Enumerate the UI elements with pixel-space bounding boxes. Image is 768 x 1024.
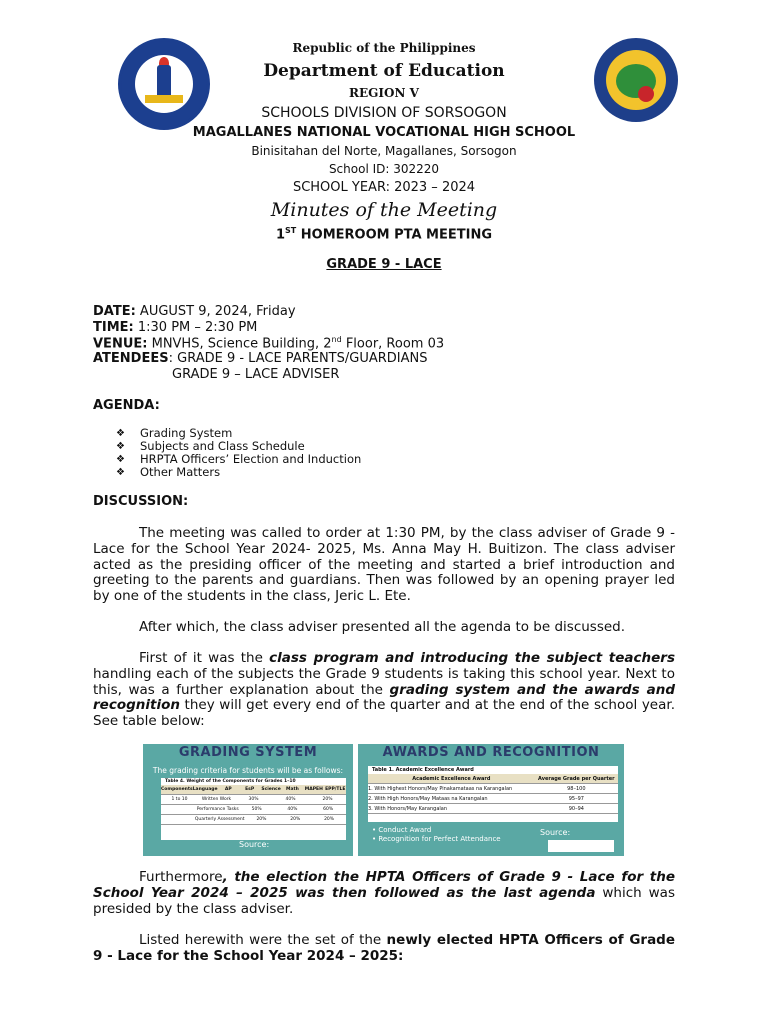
region-text: REGION V	[349, 86, 419, 100]
awards-title: AWARDS AND RECOGNITION	[382, 745, 600, 760]
paragraph-text: Furthermore	[139, 869, 223, 885]
paragraph-emphasis: newly elected HPTA Officers of Grade 9 - Lace for the School Year 2024 – 2025:	[93, 932, 675, 964]
table-cell: 40%	[285, 797, 296, 802]
paragraph-text: which was presided by the class adviser.	[93, 884, 675, 917]
table-cell: 20%	[322, 797, 333, 802]
attendees-line	[93, 351, 427, 366]
discussion-paragraph-1	[93, 526, 675, 605]
table-header: EPP/TLE	[325, 787, 346, 792]
table-header: EsP	[245, 787, 255, 792]
award-note: • Recognition for Perfect Attendance	[372, 835, 501, 843]
paragraph-emphasis: , the election the HPTA Officers of Grade 9 - Lace for the School Year 2024 – 2025 was then followed as the last agenda	[93, 869, 675, 901]
table-header: Academic Excellence Award	[412, 775, 491, 782]
attendees-label: ATENDEES	[93, 351, 169, 366]
venue-value-end: Floor, Room 03	[341, 336, 445, 352]
republic-text: Republic of the Philippines	[292, 41, 476, 55]
discussion-paragraph-2	[93, 620, 675, 636]
agenda-heading: AGENDA:	[93, 398, 160, 413]
agenda-item: ❖ Subjects and Class Schedule	[116, 440, 361, 453]
award-note: • Conduct Award	[372, 826, 432, 834]
discussion-heading: DISCUSSION:	[93, 494, 189, 509]
table-caption: Table 4. Weight of the Components for Grades 1–10	[165, 779, 296, 784]
paragraph-text: handling each of the subjects the Grade 9 students is taking this school year. Next to this, was a further explanation about the	[93, 665, 675, 698]
table-caption: Table 1. Academic Excellence Award	[372, 767, 474, 773]
paragraph-emphasis: grading system and the awards and recognition	[93, 681, 675, 714]
school-name: MAGALLANES NATIONAL VOCATIONAL HIGH SCHOOL	[192, 125, 576, 140]
table-cell: 30%	[248, 797, 259, 802]
division-text: SCHOOLS DIVISION OF SORSOGON	[261, 105, 507, 121]
awards-panel	[358, 744, 624, 856]
table-cell: 20%	[256, 817, 267, 822]
time-value: 1:30 PM – 2:30 PM	[133, 320, 258, 335]
source-thumbnail	[548, 840, 614, 852]
agenda-item: ❖ Grading System	[116, 427, 361, 440]
paragraph-text: First of it was the	[139, 650, 270, 666]
discussion-paragraph-3	[93, 651, 675, 730]
grading-weights-table	[161, 778, 346, 840]
paragraph-emphasis: class program and introducing the subject teachers	[269, 650, 675, 666]
meeting-title-text: HOMEROOM PTA MEETING	[296, 227, 493, 243]
venue-label: VENUE:	[93, 336, 148, 352]
table-row	[161, 805, 346, 815]
table-cell: Quarterly Assessment	[194, 817, 245, 822]
date-value: AUGUST 9, 2024, Friday	[135, 304, 296, 319]
discussion-paragraph-4	[93, 870, 675, 917]
table-cell: 98–100	[567, 785, 586, 792]
minutes-title: Minutes of the Meeting	[270, 199, 498, 221]
awards-source: Source:	[540, 828, 571, 837]
venue-value: MNVHS, Science Building, 2	[147, 336, 332, 352]
school-address: Binisitahan del Norte, Magallanes, Sorsogon	[251, 144, 517, 158]
paragraph-text: After which, the class adviser presented all the agenda to be discussed.	[139, 619, 626, 635]
agenda-item: ❖ Other Matters	[116, 466, 361, 479]
grading-source: Source:	[239, 840, 270, 849]
table-cell: 95–97	[568, 795, 584, 802]
table-row	[368, 804, 618, 814]
table-cell: Performance Tasks	[196, 807, 239, 812]
time-label: TIME:	[93, 320, 134, 335]
awards-table	[368, 766, 618, 822]
meeting-ordinal: ST	[285, 226, 297, 235]
table-header: Language	[192, 787, 218, 792]
table-cell: 50%	[251, 807, 262, 812]
attendees-value: : GRADE 9 - LACE PARENTS/GUARDIANS	[168, 351, 428, 366]
time-line	[93, 320, 257, 335]
grade-section: GRADE 9 - LACE	[326, 257, 442, 272]
table-header-row	[161, 785, 346, 795]
table-cell: Written Work	[201, 797, 232, 802]
department-text: Department of Education	[263, 61, 505, 81]
table-cell: 60%	[323, 807, 334, 812]
table-header: Average Grade per Quarter	[538, 775, 615, 782]
school-id: School ID: 302220	[328, 162, 440, 176]
table-row	[161, 815, 346, 825]
table-header: AP	[224, 787, 232, 792]
grading-system-panel	[143, 744, 353, 856]
table-cell: 1 to 10	[171, 797, 188, 802]
table-header: Science	[261, 787, 281, 792]
table-cell: 2. With High Honors/May Mataas na Karangalan	[368, 795, 488, 802]
table-row	[368, 784, 618, 794]
venue-ordinal: nd	[331, 335, 342, 344]
attendees-line-2: GRADE 9 – LACE ADVISER	[172, 367, 340, 382]
date-label: DATE:	[93, 304, 136, 319]
table-row	[368, 794, 618, 804]
table-row	[161, 795, 346, 805]
table-header: Math	[286, 787, 299, 792]
paragraph-text: The meeting was called to order at 1:30 PM, by the class adviser of Grade 9 - Lace for the School Year 2024- 2025, Ms. Anna May H. Buitizon. The class adviser acted as the presiding officer of the meeting and started a brief introduction and greeting to the parents and guardians. Then was followed by an opening prayer led by one of the students in the class, Jeric L. Ete.	[93, 525, 675, 605]
grading-system-subtitle: The grading criteria for students will be as follows:	[152, 766, 344, 775]
table-cell: 40%	[287, 807, 298, 812]
table-cell: 20%	[290, 817, 301, 822]
grading-awards-banner	[143, 744, 624, 856]
table-header: MAPEH	[304, 787, 323, 792]
table-cell: 1. With Highest Honors/May Pinakamataas na Karangalan	[368, 785, 513, 792]
grading-system-title: GRADING SYSTEM	[178, 745, 318, 760]
agenda-list	[116, 427, 361, 479]
agenda-item: ❖ HRPTA Officers’ Election and Induction	[116, 453, 361, 466]
table-cell: 3. With Honors/May Karangalan	[368, 805, 448, 812]
meeting-title	[0, 226, 768, 242]
venue-line	[93, 335, 444, 351]
paragraph-text: they will get every end of the quarter and at the end of the school year. See table below:	[93, 697, 675, 730]
paragraph-text: Listed herewith were the set of the	[139, 932, 387, 948]
school-year: SCHOOL YEAR: 2023 – 2024	[292, 180, 476, 195]
date-line	[93, 304, 296, 319]
table-header: Components	[161, 787, 193, 792]
meeting-number: 1	[275, 227, 286, 243]
table-header-row	[368, 774, 618, 784]
table-cell: 20%	[324, 817, 335, 822]
table-cell: 90–94	[568, 805, 584, 812]
discussion-paragraph-5	[93, 933, 675, 965]
